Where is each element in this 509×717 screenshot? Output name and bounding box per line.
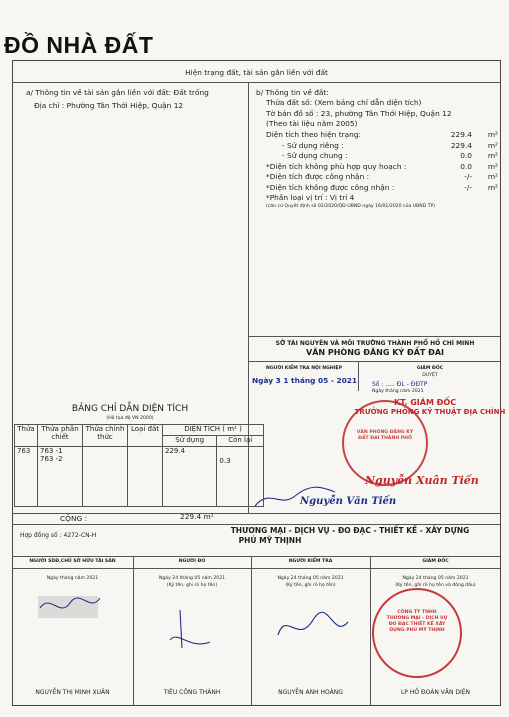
director-title: GIÁM ĐỐC	[416, 366, 444, 371]
area-label: Diện tích theo hiện trạng:	[266, 130, 362, 139]
signer-role: NGƯỜI ĐO	[178, 559, 206, 564]
position-class: *Phần loại vị trí : Vị trí 4	[266, 193, 355, 202]
col-thua: Thửa	[15, 425, 38, 447]
area-unit: m²	[487, 140, 498, 150]
area-row	[266, 172, 498, 183]
approved-label: DUYỆT	[422, 373, 438, 378]
owner-signature	[20, 588, 130, 648]
col-thua-phan-chiet: Thửa phân chiết	[38, 425, 83, 447]
cell-remaining: 0.3	[219, 457, 231, 465]
divider	[358, 361, 359, 391]
asset-info	[26, 88, 246, 99]
signer-note: (Ký tên, ghi rõ họ tên)	[285, 583, 336, 588]
section-header: Hiện trạng đất, tài sản gắn liền với đất	[185, 68, 328, 77]
divider	[12, 82, 501, 83]
signer-note: (Ký tên, ghi rõ họ tên)	[166, 583, 218, 588]
area-label: *Diện tích không được công nhận :	[266, 182, 395, 192]
approve-number: Số : ..... ĐL - ĐĐTP	[372, 381, 428, 388]
area-unit: m²	[487, 182, 498, 192]
legend-title: BẢNG CHỈ DẪN DIỆN TÍCH	[71, 404, 189, 414]
col-thua-chinh-thuc: Thửa chính thức	[83, 425, 128, 447]
area-row	[266, 151, 498, 162]
area-unit: m²	[487, 161, 498, 171]
signer-date: Ngày 24 tháng 05 năm 2021	[402, 576, 469, 581]
cell-con-lai	[217, 447, 264, 507]
area-label: - Sử dụng riêng :	[282, 140, 344, 150]
asset-address	[34, 101, 246, 112]
area-value: 229.4	[450, 130, 472, 139]
company-stamp-text: CÔNG TY TNHH THƯƠNG MẠI - DỊCH VỤ ĐO ĐẠC THIẾT KẾ XÂY DỰNG PHÚ MỸ THỊNH	[386, 610, 448, 633]
col-loai-dat: Loại đất	[128, 425, 163, 447]
area-unit: m²	[487, 172, 498, 181]
cell-thua-chinh-thuc	[83, 447, 128, 507]
area-label: - Sử dụng chung :	[282, 151, 348, 160]
cell-parcel: 763 -1	[40, 447, 63, 455]
surveyor-signature	[140, 600, 250, 660]
asset-info-value: Đất trống	[173, 88, 209, 97]
signer-date: Ngày 24 tháng 05 năm 2021	[277, 576, 344, 581]
signer-name: NGUYỄN THỊ MINH XUÂN	[35, 689, 110, 696]
cell-su-dung: 229.4	[163, 447, 217, 507]
deputy-title: TRƯỞNG PHÒNG KỸ THUẬT ĐỊA CHÍNH	[354, 408, 506, 416]
cell-loai-dat	[128, 447, 163, 507]
area-value: 0.0	[460, 151, 472, 160]
area-row	[266, 130, 498, 141]
checker-title: NGƯỜI KIỂM TRA NỘI NGHIỆP	[266, 366, 342, 371]
area-row	[266, 183, 498, 194]
signer-date: Ngày 24 tháng 05 năm 2021	[158, 576, 226, 581]
director-red-name: Nguyễn Xuân Tiến	[365, 474, 479, 487]
inspector-signature	[258, 600, 368, 660]
area-row	[266, 162, 498, 173]
checker-blue-name: Nguyễn Văn Tiến	[300, 496, 397, 507]
office-name: VĂN PHÒNG ĐĂNG KÝ ĐẤT ĐAI	[306, 348, 444, 357]
signer-note: (Ký tên, ghi rõ họ tên và đóng dấu)	[395, 583, 476, 588]
signer-role: NGƯỜI SDĐ,CHỦ SỞ HỮU TÀI SẢN	[29, 559, 116, 564]
asset-info-title: a/ Thông tin về tài sản gắn liền với đất:	[26, 88, 172, 97]
kt-director: KT. GIÁM ĐỐC	[393, 398, 457, 407]
land-info-title: b/ Thông tin về đất:	[256, 88, 329, 97]
cell-thua: 763	[15, 447, 38, 507]
position-note: (căn cứ Quyết định số 02/2020/QĐ-UBND ngày 16/01/2020 của UBND TP)	[266, 203, 436, 209]
divider	[12, 568, 501, 569]
company-stamp	[372, 588, 462, 678]
total-value: 229.4 m²	[180, 512, 214, 521]
document-title: ĐỒ NHÀ ĐẤT	[4, 32, 154, 58]
divider	[12, 524, 501, 525]
area-value: -/-	[464, 182, 472, 192]
divider	[12, 556, 501, 557]
address-value: Phường Tân Thới Hiệp, Quận 12	[66, 101, 184, 110]
divider	[248, 361, 501, 362]
signer-role: NGƯỜI KIỂM TRA	[288, 559, 333, 564]
land-info-line: Thửa đất số: (Xem bảng chỉ dẫn diện tích)	[266, 98, 422, 107]
area-unit: m²	[487, 151, 498, 160]
area-value: 0.0	[460, 161, 472, 171]
signer-name: TIÊU CÔNG THÀNH	[163, 689, 221, 696]
divider	[248, 336, 501, 337]
total-label: CỘNG :	[60, 514, 88, 523]
area-unit: m²	[487, 130, 498, 139]
office-stamp-text: VĂN PHÒNG ĐĂNG KÝ ĐẤT ĐAI THÀNH PHỐ	[356, 430, 414, 441]
signer-role: GIÁM ĐỐC	[422, 559, 449, 564]
contract-number: Hợp đồng số : 4272-CN-H	[20, 532, 97, 539]
company-line-1: THƯƠNG MẠI - DỊCH VỤ - ĐO ĐẠC - THIẾT KẾ - XÂY DỰNG	[230, 526, 470, 535]
land-info-line: (Theo tài liệu năm 2005)	[266, 119, 358, 128]
cell-thua-phan-chiet	[38, 447, 83, 507]
col-dien-tich: DIỆN TÍCH ( m² )	[163, 425, 264, 436]
col-su-dung: Sử dụng	[163, 436, 217, 447]
address-label: Địa chỉ :	[34, 101, 65, 110]
table-header-row	[15, 425, 264, 436]
signer-name: NGUYỄN ANH HOÀNG	[278, 689, 343, 696]
land-info-lines	[266, 98, 498, 130]
checker-date: Ngày 3 1 tháng 05 - 2021	[252, 376, 358, 385]
area-value: 229.4	[450, 140, 472, 150]
area-row	[266, 141, 498, 152]
area-label: *Diện tích được công nhận :	[266, 172, 370, 181]
col-con-lai: Còn lại	[217, 436, 264, 447]
land-info-line: Tờ bản đồ số : 23, phường Tân Thới Hiệp, Quận 12	[266, 108, 452, 118]
table-row	[15, 447, 264, 507]
approve-date: Ngày tháng năm 2021	[372, 389, 424, 394]
legend-subtitle: (Hệ tọa độ VN 2000)	[106, 416, 154, 421]
area-value: -/-	[464, 172, 472, 181]
area-list	[266, 130, 498, 210]
cell-parcel: 763 -2	[40, 455, 63, 463]
area-label: *Diện tích không phù hợp quy hoạch :	[266, 161, 407, 171]
office-dept: SỞ TÀI NGUYÊN VÀ MÔI TRƯỜNG THÀNH PHỐ HỒ CHÍ MINH	[275, 340, 475, 347]
legend-table	[14, 424, 264, 507]
signer-date: Ngày tháng năm 2021	[46, 576, 99, 581]
signer-name: LP HỒ ĐOÀN VĂN DIỆN	[400, 689, 471, 696]
company-line-2: PHÚ MỸ THỊNH	[238, 536, 302, 545]
